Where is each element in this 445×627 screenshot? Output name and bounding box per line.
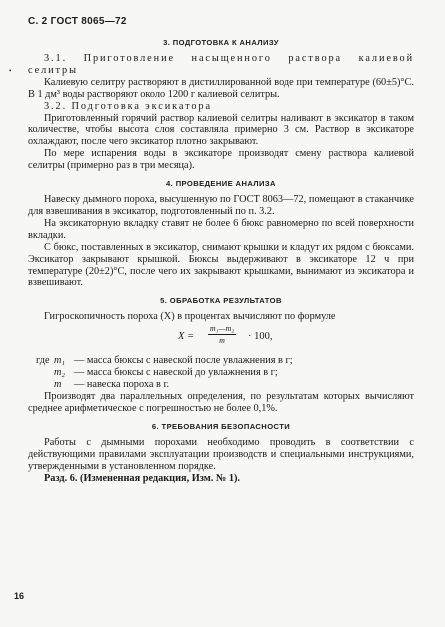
section-4-paragraph-3: С бюкс, поставленных в эксикатор, снимают крышки и кладут их рядом с бюксами. Эксикатор закрывают крышкой. Бюксы выдерживают в эксикаторе 12 ч при температуре (20±2)°С, после чего их закрывают крышками, вынимают из эксикатора и взвешивают. [28,241,414,289]
where-label: где [36,355,50,367]
section-4-title: 4. ПРОВЕДЕНИЕ АНАЛИЗА [166,179,276,189]
section-5-title: 5. ОБРАБОТКА РЕЗУЛЬТАТОВ [160,296,282,306]
margin-mark: • [9,67,12,75]
section-3-2-text: Приготовленный горячий раствор калиевой селитры наливают в эксикатор в таком количестве, чтобы высота слоя составляла примерно 3 см. Раствор в эксикаторе охлаждают, после чего эксикатор плотно закрывают. [28,112,414,148]
page-body [28,38,414,485]
definition-text: масса бюксы с навеской до увлажнения в г; [86,367,278,379]
section-4-paragraph-2: На эксикаторную вкладку ставят не более 6 бюкс равномерно по всей поверхности вкладки. [28,217,414,241]
section-4-paragraph-1: Навеску дымного пороха, высушенную по ГОСТ 8063—72, помещают в стаканчике для взвешивания в эксикатор, подготовленный по п. 3.2. [28,194,414,217]
section-3-1-text: Калиевую селитру растворяют в дистиллированной воде при температуре (60±5)°С. В 1 дм³ воды растворяют около 1200 г калиевой селитры. [28,76,414,100]
amendment-note-text: Разд. 6. (Измененная редакция, Изм. № 1). [44,472,240,484]
page-header: С. 2 ГОСТ 8065—72 [28,16,127,27]
page-number: 16 [14,591,25,601]
definition-row: где m₁ — масса бюксы с навеской после увлажнения в г; [36,355,293,367]
formula-rhs: · 100, [248,331,273,343]
definition-text: масса бюксы с навеской после увлажнения в г; [86,355,293,367]
section-5-paragraph-2: Производят два параллельных определения, по результатам которых вычисляют среднее арифметическое с погрешностью не более 0,1%. [28,391,414,415]
definition-text: навеска пороха в г. [86,379,170,391]
section-3-title: 3. ПОДГОТОВКА К АНАЛИЗУ [163,38,279,47]
section-3-2-text-2: По мере испарения воды в эксикаторе производят смену раствора калиевой селитры (примерно раз в три месяца). [28,148,414,172]
amendment-note [28,473,414,485]
definition-symbol: m₂ [54,367,66,379]
hygroscopicity-formula [28,323,414,355]
definition-row: m — навеска пороха в г. [54,379,170,391]
definition-symbol: m₁ [54,355,66,367]
section-5-paragraph-1: Гигроскопичность пороха (X) в процентах вычисляют по формуле [44,311,336,323]
formula-fraction [202,323,242,345]
formula-lhs: X = [178,331,195,343]
section-6-title: 6. ТРЕБОВАНИЯ БЕЗОПАСНОСТИ [151,422,291,432]
definition-symbol: m [54,379,62,391]
formula-numerator: m₁—m₂ [209,324,235,334]
section-6-paragraph-1: Работы с дымными порохами необходимо проводить в соответствии с действующими правилами эксплуатации производств и специальными инструкциями, утвержденными в установленном порядке. [28,437,414,472]
definition-row: m₂ — масса бюксы с навеской до увлажнения в г; [54,367,278,379]
section-3-1-heading: 3.1. Приготовление насыщенного раствора калиевой селитры [28,53,414,76]
formula-denominator: m [219,336,225,346]
section-3-2-heading: 3.2. Подготовка эксикатора [44,100,212,112]
